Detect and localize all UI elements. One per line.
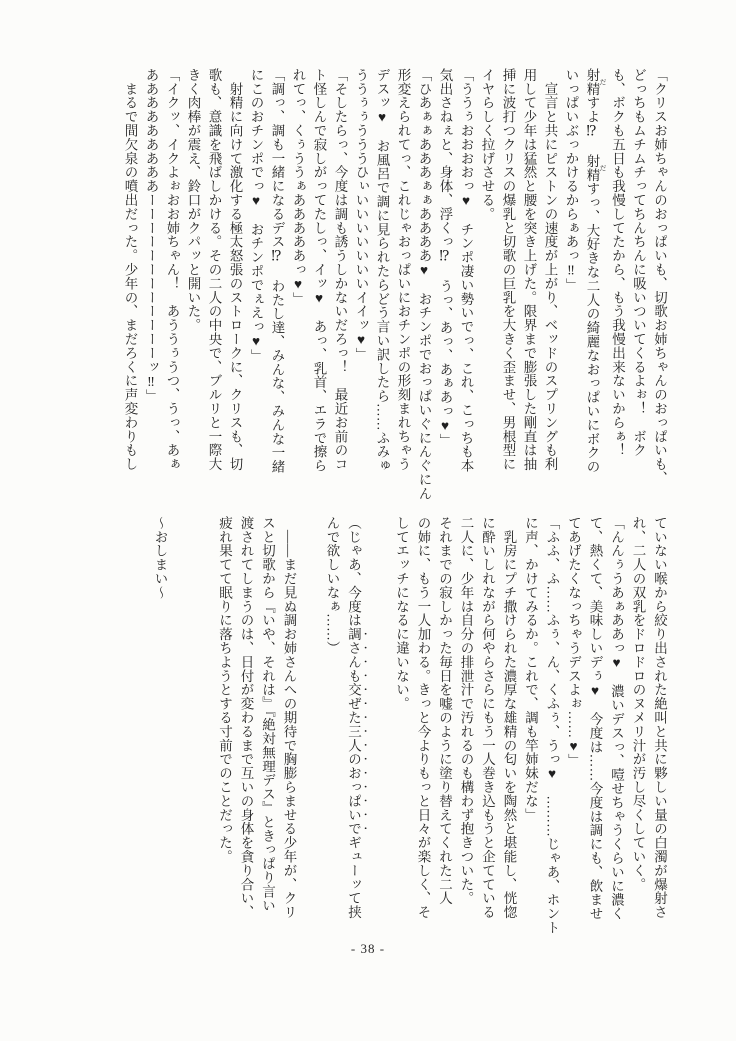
text-column: 気出さねぇと、身体、浮くっ⁉ うっ、あっ、あぁあっ♥」 bbox=[437, 68, 453, 448]
text-column: 挿に波打つクリスの爆乳と切歌の巨乳を大きく歪ませ、男根型に bbox=[500, 68, 516, 472]
text-column: てあげたくなっちゃうデスよぉ……♥」 bbox=[566, 516, 581, 768]
text-column: 用して少年は猛然と腰を突き上げた。限界まで膨張した剛直は抽 bbox=[521, 68, 537, 472]
story-end-signoff: 〜おしまい〜 bbox=[152, 516, 168, 600]
text-column: あああああああああーーーーーーーーーーーーッ‼」 bbox=[143, 68, 159, 404]
blank-column bbox=[369, 516, 391, 916]
text-column: に酔いしれながら何やらさらにもう一人巻き込もうと企てている bbox=[480, 516, 495, 920]
page-number: - 38 - bbox=[350, 941, 386, 956]
text-column: 宣言と共にピストンの速度が上がり、ベッドのスプリングも利 bbox=[542, 68, 558, 472]
text-column: ――まだ見ぬ調お姉さんへの期待で胸膨らませる少年が、クリ bbox=[281, 516, 297, 920]
text-column: いっぱいぶっかけるからぁあっ‼」 bbox=[563, 68, 579, 292]
text-column: んで欲しいなぁ……） bbox=[324, 516, 340, 655]
text-column: ト怪しんで寂しがってたしっ、イッ♥ あっ、乳首、エラで擦ら bbox=[311, 68, 327, 473]
text-column: 疲れ果てて眠りに落ちようとする寸前でのことだった。 bbox=[217, 516, 232, 864]
text-column: まるで間欠泉の噴出だった。少年の、まだろくに声変わりもし bbox=[122, 68, 138, 472]
upper-text-block bbox=[120, 68, 671, 501]
text-column: どっちもムチムチってちんちんに吸いついてくるよぉ！ ボク bbox=[631, 68, 646, 458]
text-column: イヤらしく拉げさせる。 bbox=[479, 68, 495, 221]
text-column: それまでの寂しかった毎日を嘘のように塗り替えてくれた二人 bbox=[437, 516, 452, 906]
lower-text-block bbox=[149, 516, 670, 935]
text-column: にこのおチンポでっ♥ おチンポでぇえっ♥」 bbox=[248, 68, 264, 363]
text-column: 「ひあぁぁあああぁぁああああ♥ おチンポでおっぱいぐにんぐにん bbox=[416, 68, 432, 501]
blank-column bbox=[171, 516, 193, 916]
text-column: 歌も、意識を飛ばしかける。その二人の中央で、ブルリと一際大 bbox=[206, 68, 222, 472]
text-column-with-furigana: 射精 だすよ⁉ 射精 だすっ、大好きな二人の綺麗なおっぱいにボクの bbox=[584, 68, 607, 474]
text-column: スと切歌から『いや、それは』『絶対無理デス』ときっぱり言い bbox=[260, 516, 275, 913]
text-column: ていない喉から絞り出された絶叫と共に夥しい量の白濁が爆射さ bbox=[652, 516, 667, 920]
text-column-with-emphasis-dots: （じゃあ、今度は調さんも交ぜた三人のおっぱいでギューッて挟 bbox=[346, 516, 361, 920]
text-column: 「クリスお姉ちゃんのおっぱいも、切歌お姉ちゃんのおっぱいも、 bbox=[652, 68, 667, 485]
text-column: に声、かけてみるか。これで、調も竿姉妹だな」 bbox=[523, 516, 538, 822]
text-column: も、ボクも五日も我慢してたから、もう我慢出来ないからぁ！ bbox=[610, 68, 625, 458]
text-column: 形変えられてっ、これじゃおっぱいにおチンポの形刻まれちゃう bbox=[395, 68, 411, 472]
text-column: 二人に、少年は自分の排泄汁で汚れるのも構わず抱きついた。 bbox=[458, 516, 474, 906]
text-column: 「イクッ、イクよぉおお姉ちゃん！ あううぅうつ、うっ、あぁ bbox=[164, 68, 180, 472]
text-column: の姉に、もう一人加わる。きっと今よりもっと日々が楽しく、そ bbox=[415, 516, 431, 920]
text-column: れ、二人の双乳をドロドロのヌメリ汁が汚し尽くしていく。 bbox=[630, 516, 646, 892]
text-column: 射精に向けて激化する極太怒張のストロークに、クリスも、切 bbox=[227, 68, 243, 472]
blank-column bbox=[192, 516, 214, 916]
text-column: 「ううぅおおおおっ♥ チンポ凄い勢いでっ、これ、こっちも本 bbox=[458, 68, 474, 473]
text-column: してエッチになるに違いない。 bbox=[394, 516, 409, 711]
text-column: て、熱くて、美味しいデぅ♥ 今度は……今度は調にも、飲ませ bbox=[587, 516, 603, 921]
text-column: ううぅぅうううひぃいいいいいいいイイッ♥」 bbox=[353, 68, 369, 362]
text-column: きく肉棒が震え、鈴口がクパッと開いた。 bbox=[185, 68, 201, 333]
text-column: 「んんぅうあぁああっ♥ 濃いデスっ、噎せちゃうくらいに濃く bbox=[609, 516, 624, 921]
text-column: 乳房にプチ撒けられた濃厚な雄精の匂いを陶然と堪能し、恍惚 bbox=[501, 516, 517, 920]
text-column: デスッ♥ お風呂で調に見られたらどう言い訳したら……ふみゅ bbox=[374, 68, 390, 473]
blank-column bbox=[300, 516, 322, 916]
text-column: 「そしたらっ、今度は調も誘うしかないだろっ！ 最近お前のコ bbox=[332, 68, 348, 472]
text-column: れてっ、くぅううぁあああああっ♥」 bbox=[290, 68, 306, 306]
text-column: 渡されてしまうのは、日付が変わるまで互いの身体を貪り合い、 bbox=[238, 516, 254, 920]
text-column: 「調っ、調も一緒になるデス⁉ わたし達、みんな、みんな一緒 bbox=[269, 68, 285, 474]
text-column: 「ふふ、ふ……ふぅ、ん、くふぅ、うっ♥ ………じゃあ、ホント bbox=[544, 516, 560, 935]
